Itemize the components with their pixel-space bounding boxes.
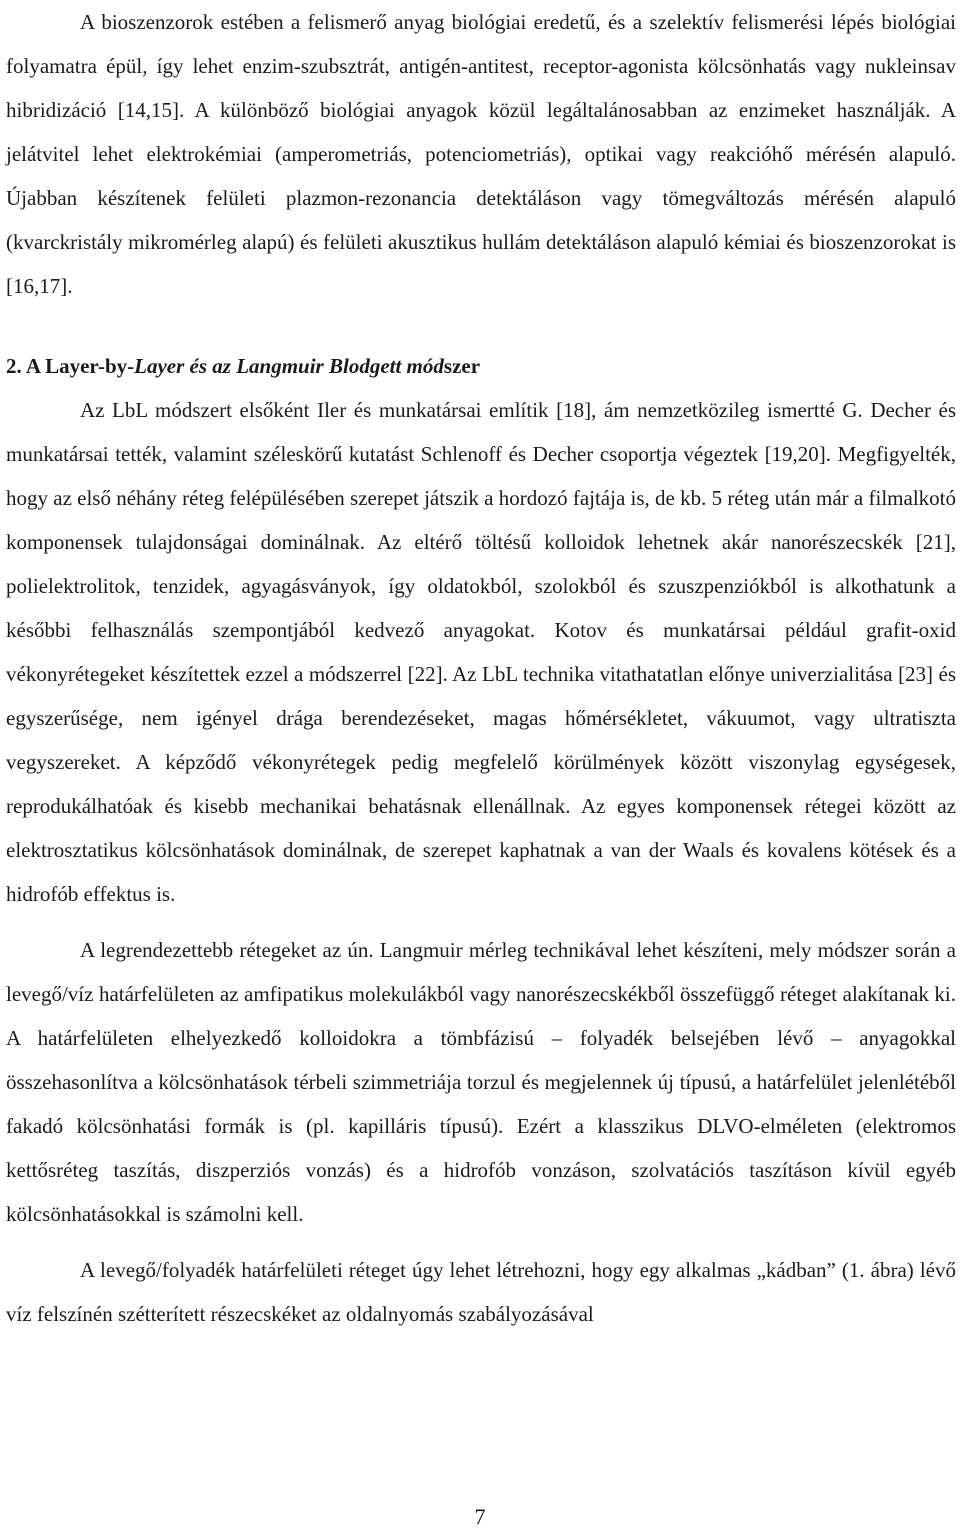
- paragraph-air-liquid-interface: A levegő/folyadék határfelületi réteget úgy lehet létrehozni, hogy egy alkalmas „kádban” (1. ábra) lévő víz felszínén szétterített részecskéket az oldalnyomás szabályozásával: [6, 1258, 956, 1326]
- page-number: 7: [474, 1504, 486, 1529]
- heading-part1: A Layer-by-: [21, 354, 135, 378]
- heading-number: 2.: [6, 354, 22, 378]
- paragraph-lbl-method: Az LbL módszert elsőként Iler és munkatársai említik [18], ám nemzetközileg ismertté G. Decher és munkatársai tették, valamint széleskörű kutatást Schlenoff és Decher csoportja végeztek [19,20]. Megfigyelték, hogy az első néhány réteg felépülésében szerepet játszik a hordozó fajtája is, de kb. 5 réteg után már a filmalkotó komponensek tulajdonságai dominálnak. Az eltérő töltésű kolloidok lehetnek akár nanorészecskék [21], polielektrolitok, tenzidek, agyagásványok, így oldatokból, szolokból és szuszpenziókból is alkothatunk a későbbi felhasználás szempontjából kedvező anyagokat. Kotov és munkatársai például grafit-oxid vékonyrétegeket készítettek ezzel a módszerrel [22]. Az LbL technika vitathatatlan előnye univerzialitása [23] és egyszerűsége, nem igényel drága berendezéseket, magas hőmérsékletet, vákuumot, vagy ultratiszta vegyszereket. A képződő vékonyrétegek pedig megfelelő körülmények között viszonylag egységesek, reprodukálhatóak és kisebb mechanikai behatásnak ellenállnak. Az egyes komponensek rétegei között az elektrosztatikus kölcsönhatások dominálnak, de szerepet kaphatnak a van der Waals és kovalens kötések és a hidrofób effektus is.: [6, 398, 956, 906]
- section-heading: [6, 344, 956, 388]
- paragraph-biosensors: A bioszenzorok estében a felismerő anyag biológiai eredetű, és a szelektív felismerési lépés biológiai folyamatra épül, így lehet enzim-szubsztrát, antigén-antitest, receptor-agonista kölcsönhatás vagy nukleinsav hibridizáció [14,15]. A különböző biológiai anyagok közül legáltalánosabban az enzimeket használják. A jelátvitel lehet elektrokémiai (amperometriás, potenciometriás), optikai vagy reakcióhő mérésén alapuló. Újabban készítenek felületi plazmon-rezonancia detektáláson vagy tömegváltozás mérésén alapuló (kvarckristály mikromérleg alapú) és felületi akusztikus hullám detektáláson alapuló kémiai és bioszenzorokat is [16,17].: [6, 10, 956, 298]
- document-page: [6, 0, 956, 1336]
- heading-part3: szer: [443, 354, 481, 378]
- paragraph-langmuir: A legrendezettebb rétegeket az ún. Langmuir mérleg technikával lehet készíteni, mely módszer során a levegő/víz határfelületen az amfipatikus molekulákból vagy nanorészecskékből összefüggő réteget alakítanak ki. A határfelületen elhelyezkedő kolloidokra a tömbfázisú – folyadék belsejében lévő – anyagokkal összehasonlítva a kölcsönhatások térbeli szimmetriája torzul és megjelennek új típusú, a határfelület jelenlétéből fakadó kölcsönhatási formák is (pl. kapilláris típusú). Ezért a klasszikus DLVO-elméleten (elektromos kettősréteg taszítás, diszperziós vonzás) és a hidrofób vonzáson, szolvatációs taszításon kívül egyéb kölcsönhatásokkal is számolni kell.: [6, 938, 956, 1226]
- heading-part2-italic: Layer és az Langmuir Blodgett mód: [134, 354, 444, 378]
